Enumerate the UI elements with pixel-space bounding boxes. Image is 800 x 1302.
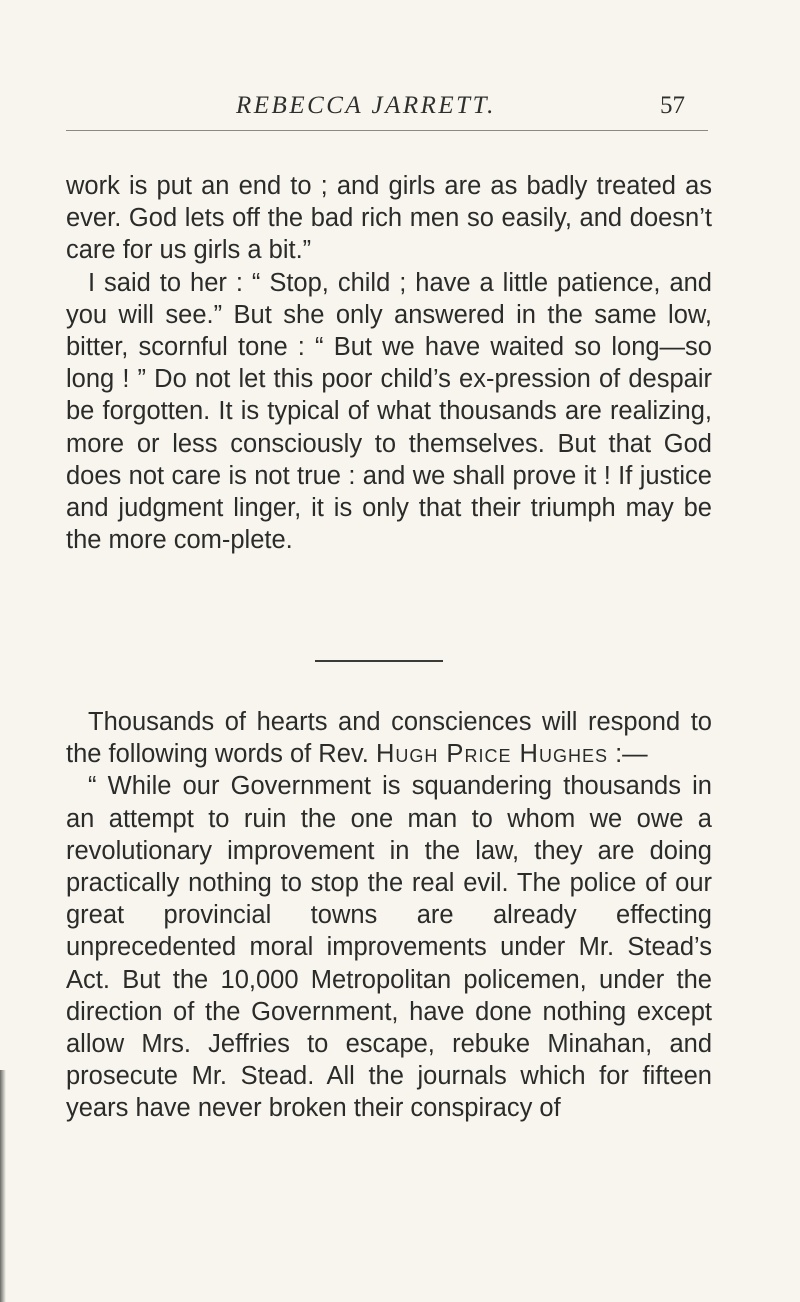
paragraph-quote: “ While our Government is squandering thousands in an attempt to ruin the one man to whom we owe a revolutionary improvement in the law, they are doing practically nothing to stop the real evil. The police of our great provincial towns are already effecting unprecedented moral improvements under Mr. Stead’s Act. But the 10,000 Metropolitan policemen, under the direction of the Government, have done nothing except allow Mrs. Jeffries to escape, rebuke Minahan, and prosecute Mr. Stead. All the journals which for fifteen years have never broken their conspiracy of	[66, 772, 712, 1123]
intro-text: Thousands of hearts and consciences will respond to the following words of Rev.	[66, 708, 712, 769]
running-title: REBECCA JARRETT.	[236, 92, 496, 119]
header-rule	[66, 130, 708, 131]
paragraph-intro	[66, 706, 712, 770]
author-name: Hugh Price Hughes	[375, 740, 608, 769]
paragraph-dialogue: I said to her : “ Stop, child ; have a little patience, and you will see.” But she only answered in the same low, bitter, scornful tone : “ But we have waited so long—so long ! ” Do not let this poor child’s ex-pression of despair be forgotten. It is typical of what thousands are realizing, more or less consciously to themselves. But that God does not care is not true : and we shall prove it ! If justice and judgment linger, it is only that their triumph may be the more com-plete.	[66, 268, 712, 555]
intro-suffix: :—	[615, 740, 648, 769]
page-number: 57	[660, 92, 685, 119]
text-block-2	[66, 706, 712, 1125]
binding-shadow	[0, 1070, 6, 1302]
paragraph-continuation: work is put an end to ; and girls are as badly treated as ever. God lets off the bad rich men so easily, and doesn’t care for us girls a bit.”	[66, 172, 712, 265]
text-block-1	[66, 170, 712, 556]
section-divider	[315, 660, 443, 662]
